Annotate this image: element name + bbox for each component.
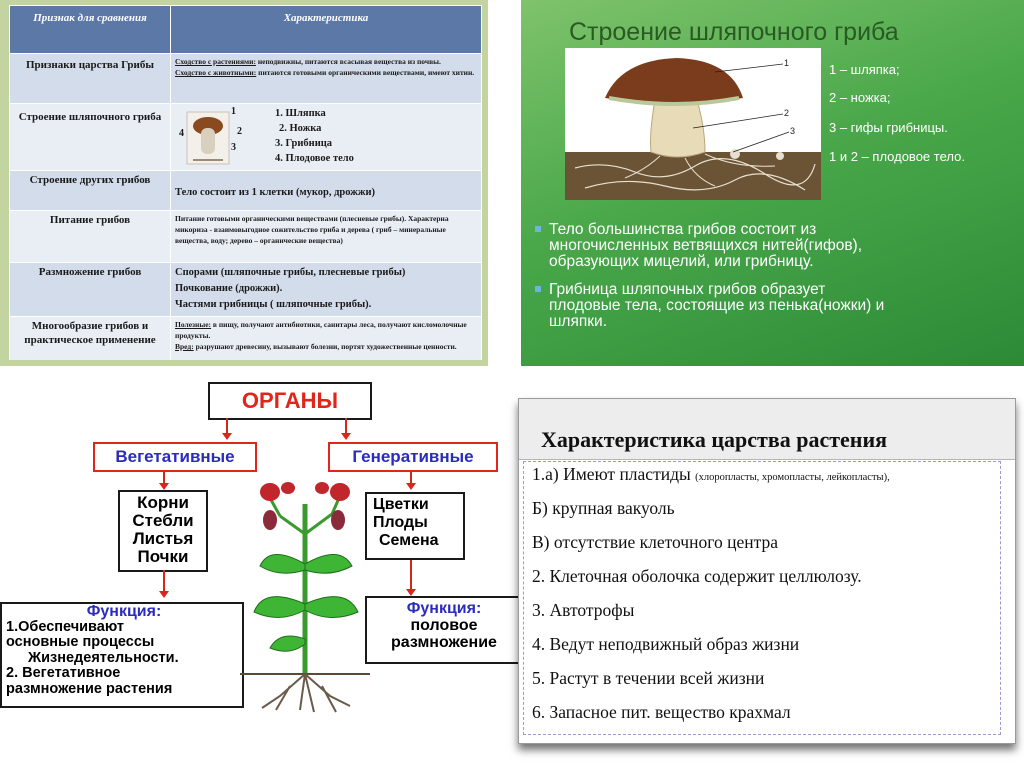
figure-number: 3 <box>790 126 796 136</box>
similarity-plants-text: неподвижны, питаются всасывая вещества из почвы. <box>255 57 441 66</box>
table-row <box>10 263 482 317</box>
list-item: 5. Растут в течении всей жизни <box>532 668 765 688</box>
part-stem: 2. Ножка <box>279 123 322 134</box>
reproduction-line: Частями грибницы ( шляпочные грибы). <box>175 299 372 310</box>
similarity-animals-text: питаются готовыми органическими веществами, имеют хитин. <box>256 68 475 77</box>
bullet-paragraph <box>549 222 981 270</box>
figure-number: 1 <box>231 106 236 117</box>
arrow-icon <box>345 418 347 434</box>
slide-title: Строение шляпочного гриба <box>569 18 899 46</box>
arrow-icon <box>410 560 412 590</box>
generative-title-box <box>328 442 498 472</box>
function-line: размножение <box>391 634 497 651</box>
function-title: Функция: <box>86 603 162 620</box>
organs-diagram <box>0 370 520 767</box>
list-item: 6. Запасное пит. вещество крахмал <box>532 702 791 722</box>
generative-title: Генеративные <box>352 447 474 466</box>
header-col-description: Характеристика <box>171 6 482 54</box>
plant-illustration <box>240 474 370 714</box>
benefits-heading: Полезные: <box>175 320 212 329</box>
reproduction-line: Спорами (шляпочные грибы, плесневые грибы) <box>175 267 406 278</box>
list-item-text: 1.а) Имеют пластиды <box>532 464 696 484</box>
row-value <box>171 317 482 361</box>
fungi-table-panel <box>0 0 488 366</box>
organ-item: Стебли <box>132 511 194 530</box>
vegetative-function-box <box>0 602 244 708</box>
figure-number: 1 <box>784 58 790 68</box>
part-mycelium: 3. Грибница <box>275 138 333 149</box>
row-value: Тело состоит из 1 клетки (мукор, дрожжи) <box>171 171 482 211</box>
list-item: В) отсутствие клеточного центра <box>532 532 778 552</box>
list-item <box>532 464 890 485</box>
arrow-icon <box>163 470 165 484</box>
organs-root-box <box>208 382 372 420</box>
arrow-icon <box>226 418 228 434</box>
bullet-line: шляпки. <box>549 313 608 330</box>
generative-organs-box <box>365 492 465 560</box>
bullet-icon <box>535 286 541 292</box>
figure-number: 3 <box>231 142 236 153</box>
card-header <box>519 399 1015 460</box>
arrow-icon <box>410 470 412 484</box>
part-cap: 1. Шляпка <box>275 108 326 119</box>
list-item: 2. Клеточная оболочка содержит целлюлозу. <box>532 566 862 586</box>
arrow-icon <box>163 570 165 592</box>
bullet-icon <box>535 226 541 232</box>
bullet-line: плодовые тела, состоящие из пенька(ножки) и <box>549 297 885 314</box>
list-item: 4. Ведут неподвижный образ жизни <box>532 634 800 654</box>
table-row <box>10 104 482 171</box>
figure-number: 4 <box>179 128 184 139</box>
header-col-feature: Признак для сравнения <box>10 6 171 54</box>
row-label: Признаки царства Грибы <box>10 54 171 104</box>
organ-item: Семена <box>379 532 439 549</box>
organ-item: Цветки <box>373 496 429 513</box>
table-row <box>10 211 482 263</box>
row-label: Строение других грибов <box>10 171 171 211</box>
figure-number: 2 <box>784 108 790 118</box>
similarity-plants-heading: Сходство с растениями: <box>175 57 256 66</box>
organ-item: Почки <box>137 547 189 566</box>
row-label: Размножение грибов <box>10 263 171 317</box>
row-value <box>171 54 482 104</box>
list-item-note: (хлоропласты, хромопласты, лейкопласты), <box>695 472 890 483</box>
vegetative-title-box <box>93 442 257 472</box>
legend-item: 1 – шляпка; <box>829 62 900 77</box>
function-line: 1.Обеспечивают <box>6 618 124 635</box>
table-row <box>10 317 482 361</box>
bullet-line: Грибница шляпочных грибов образует <box>549 281 826 298</box>
row-label: Многообразие грибов и практическое применение <box>10 317 171 361</box>
organ-item: Плоды <box>373 514 428 531</box>
organ-item: Листья <box>132 529 194 548</box>
row-label: Строение шляпочного гриба <box>10 104 171 171</box>
table-row <box>10 171 482 211</box>
figure-number: 2 <box>237 126 242 137</box>
list-item: 3. Автотрофы <box>532 600 635 620</box>
function-line: размножение растения <box>6 680 173 697</box>
function-line: Жизнедеятельности. <box>28 649 179 666</box>
bullet-line: Тело большинства грибов состоит из <box>549 221 817 238</box>
card-frame <box>518 398 1016 744</box>
row-label: Питание грибов <box>10 211 171 263</box>
mushroom-structure-slide <box>521 0 1024 366</box>
table-header-row <box>10 6 482 54</box>
organs-root-label: ОРГАНЫ <box>241 388 339 413</box>
function-line: 2. Вегетативное <box>6 665 121 681</box>
function-title: Функция: <box>406 600 482 617</box>
row-value <box>171 104 482 171</box>
generative-function-box <box>365 596 523 664</box>
legend-item: 3 – гифы грибницы. <box>829 120 948 135</box>
card-body <box>523 461 1001 735</box>
reproduction-line: Почкование (дрожжи). <box>175 283 283 294</box>
function-line: половое <box>410 617 478 634</box>
vegetative-organs-box <box>118 490 208 572</box>
benefits-text: в пищу, получают антибиотики, санитары леса, получают кисломолочные продукты. <box>175 320 467 340</box>
part-fruiting-body: 4. Плодовое тело <box>275 153 354 164</box>
vegetative-title: Вегетативные <box>115 447 235 466</box>
row-value: Питание готовыми органическими веществами (плесневые грибы). Характерна микориза - взаимовыгодное сожительство гриба и дерева ( гриб – минеральные вещества, воду; дерево – органические вещества) <box>171 211 482 263</box>
bullet-line: образующих мицелий, или грибницу. <box>549 253 814 270</box>
function-line: основные процессы <box>6 634 155 650</box>
harm-heading: Вред: <box>175 342 194 351</box>
bullet-line: многочисленных ветвящихся нитей(гифов), <box>549 237 863 254</box>
legend-item: 2 – ножка; <box>829 90 891 105</box>
mushroom-thumbnail <box>185 110 231 166</box>
plants-kingdom-card <box>512 390 1020 752</box>
mushroom-parts-list <box>275 106 354 166</box>
harm-text: разрушают древесину, вызывают болезни, портят художественные ценности. <box>193 342 457 351</box>
legend-item: 1 и 2 – плодовое тело. <box>829 149 965 164</box>
fungi-table-frame <box>9 5 482 360</box>
mushroom-illustration <box>565 48 821 200</box>
row-value <box>171 263 482 317</box>
fungi-table <box>9 5 482 360</box>
list-item: Б) крупная вакуоль <box>532 498 675 518</box>
similarity-animals-heading: Сходство с животными: <box>175 68 257 77</box>
table-row <box>10 54 482 104</box>
bullet-paragraph <box>549 282 981 330</box>
card-title: Характеристика царства растения <box>541 427 888 452</box>
organ-item: Корни <box>137 493 189 512</box>
